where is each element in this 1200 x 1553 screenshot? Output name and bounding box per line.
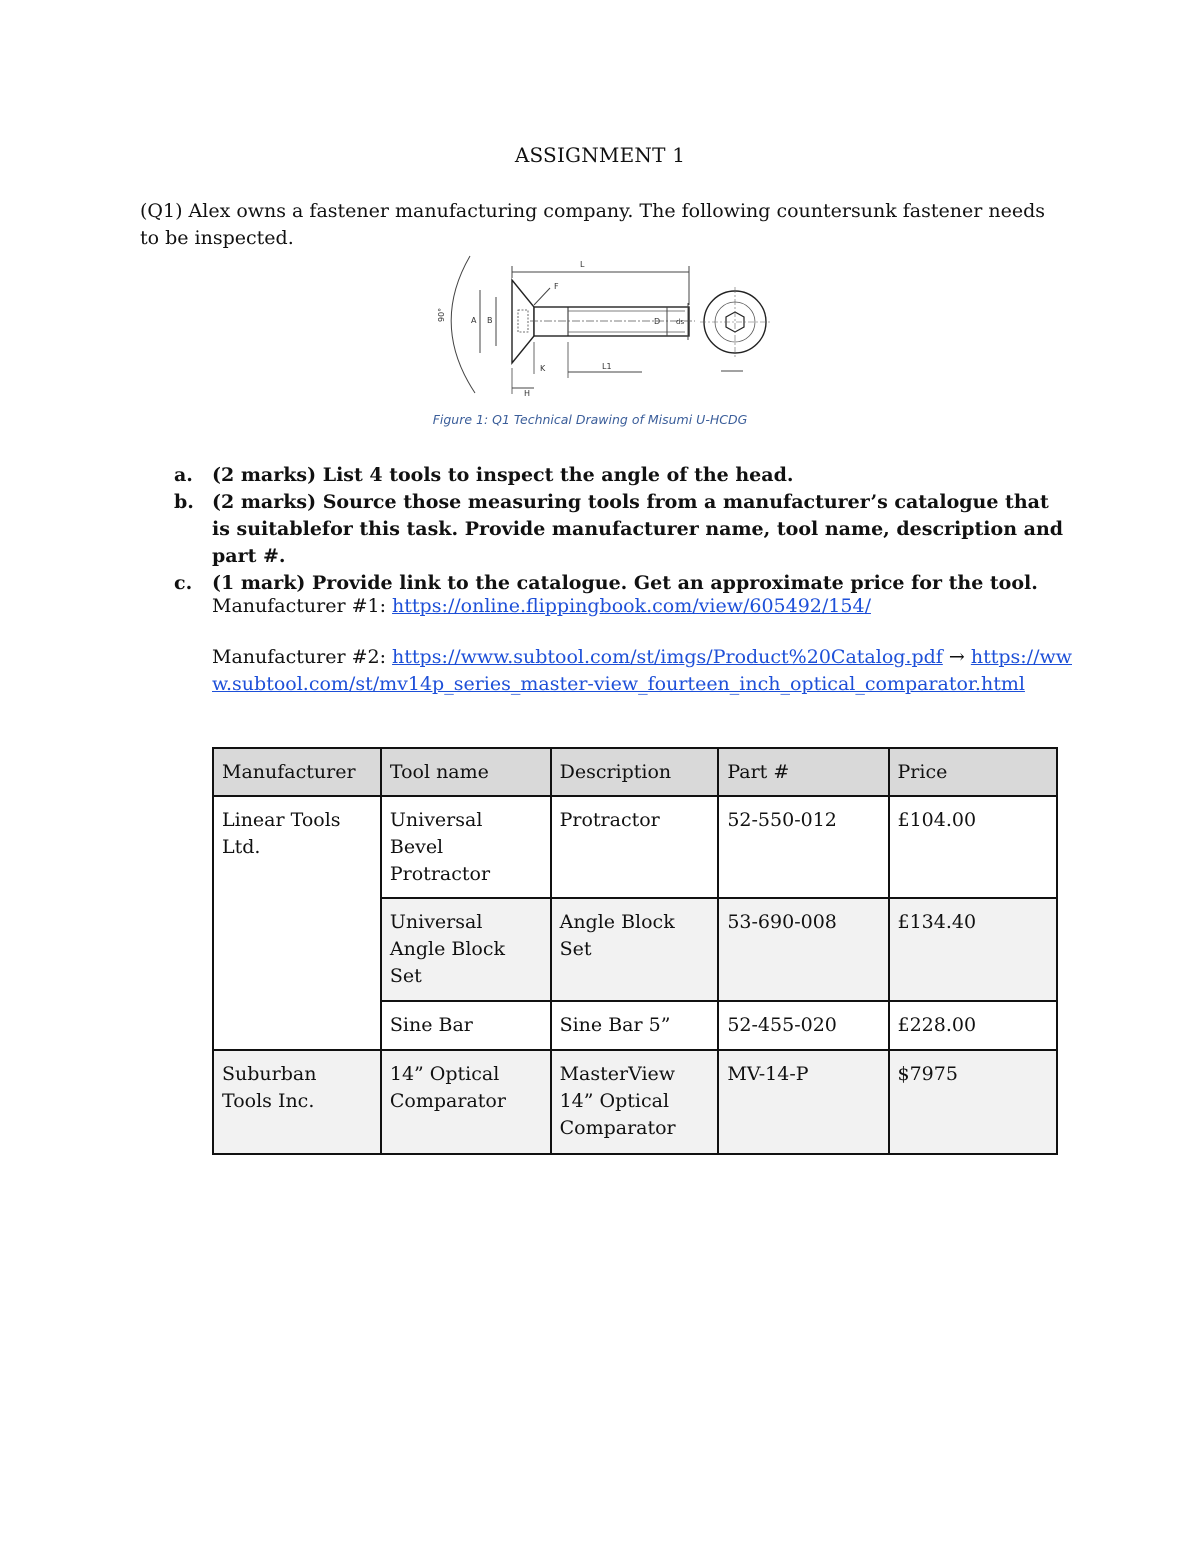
figure-caption: Figure 1: Q1 Technical Drawing of Misumi U-HCDG [432,412,748,427]
manufacturer-1-line [212,593,1072,620]
cell-part: 53-690-008 [718,898,888,1001]
dim-L1-label: L1 [602,362,612,371]
cell-description: Protractor [551,796,719,898]
cell-tool-name: 14” Optical Comparator [381,1050,551,1154]
question-a [172,462,1072,489]
question-b-marker: b. [174,491,194,513]
cell-price: £104.00 [889,796,1058,898]
dim-D-label: D [654,317,661,326]
question-c-marker: c. [174,572,193,594]
cell-part: 52-550-012 [718,796,888,898]
dim-ds-label: ds [676,318,685,326]
dim-F-label: F [554,282,559,291]
page-title: ASSIGNMENT 1 [514,143,686,167]
table-row [213,796,1057,898]
dim-B-label: B [487,316,493,325]
cell-description: MasterView 14” Optical Comparator [551,1050,719,1154]
cell-part: 52-455-020 [718,1001,888,1050]
angle-label: 90° [437,307,446,322]
header-description: Description [551,748,719,796]
manufacturer-1-link[interactable]: https://online.flippingbook.com/view/605492/154/ [392,595,871,617]
question-intro: (Q1) Alex owns a fastener manufacturing company. The following countersunk fastener needs to be inspected. [140,200,1045,249]
cell-tool-name: Universal Bevel Protractor [381,796,551,898]
cell-manufacturer: Suburban Tools Inc. [213,1050,381,1154]
cell-price: £228.00 [889,1001,1058,1050]
technical-drawing [430,250,775,400]
header-price: Price [889,748,1058,796]
header-part: Part # [718,748,888,796]
dim-K-label: K [540,364,546,373]
cell-tool-name: Universal Angle Block Set [381,898,551,1001]
cell-part: MV-14-P [718,1050,888,1154]
question-a-marker: a. [174,464,193,486]
screw-head [512,280,534,363]
arrow-icon: → [942,646,965,668]
manufacturer-2-line [212,644,1072,698]
manufacturer-2-catalog-link[interactable]: https://www.subtool.com/st/imgs/Product%20Catalog.pdf [392,646,943,668]
question-b [172,489,1072,570]
cell-manufacturer: Linear Tools Ltd. [213,796,381,1050]
cell-description: Angle Block Set [551,898,719,1001]
header-tool-name: Tool name [381,748,551,796]
manufacturer-2-product-link[interactable]: https://www.subtool.com/st/mv14p_series_master-view_fourteen_inch_optical_comparator.html [212,646,1072,695]
table-header-row [213,748,1057,796]
manufacturer-2-label: Manufacturer #2: [212,646,393,668]
question-b-text: (2 marks) Source those measuring tools from a manufacturer’s catalogue that is suitablefor this task. Provide manufacturer name, tool name, description and part #. [212,491,1064,567]
dim-A-label: A [471,316,477,325]
table-row [213,1050,1057,1154]
cell-description: Sine Bar 5” [551,1001,719,1050]
manufacturer-1-label: Manufacturer #1: [212,595,393,617]
header-manufacturer: Manufacturer [213,748,381,796]
cell-price: $7975 [889,1050,1058,1154]
tools-table [212,747,1058,1155]
cell-price: £134.40 [889,898,1058,1001]
dim-H-label: H [524,389,531,398]
dim-L-label: L [580,260,585,269]
question-a-text: (2 marks) List 4 tools to inspect the angle of the head. [212,464,794,486]
question-c-text: (1 mark) Provide link to the catalogue. Get an approximate price for the tool. [212,572,1038,594]
cell-tool-name: Sine Bar [381,1001,551,1050]
question-list [172,462,1072,597]
